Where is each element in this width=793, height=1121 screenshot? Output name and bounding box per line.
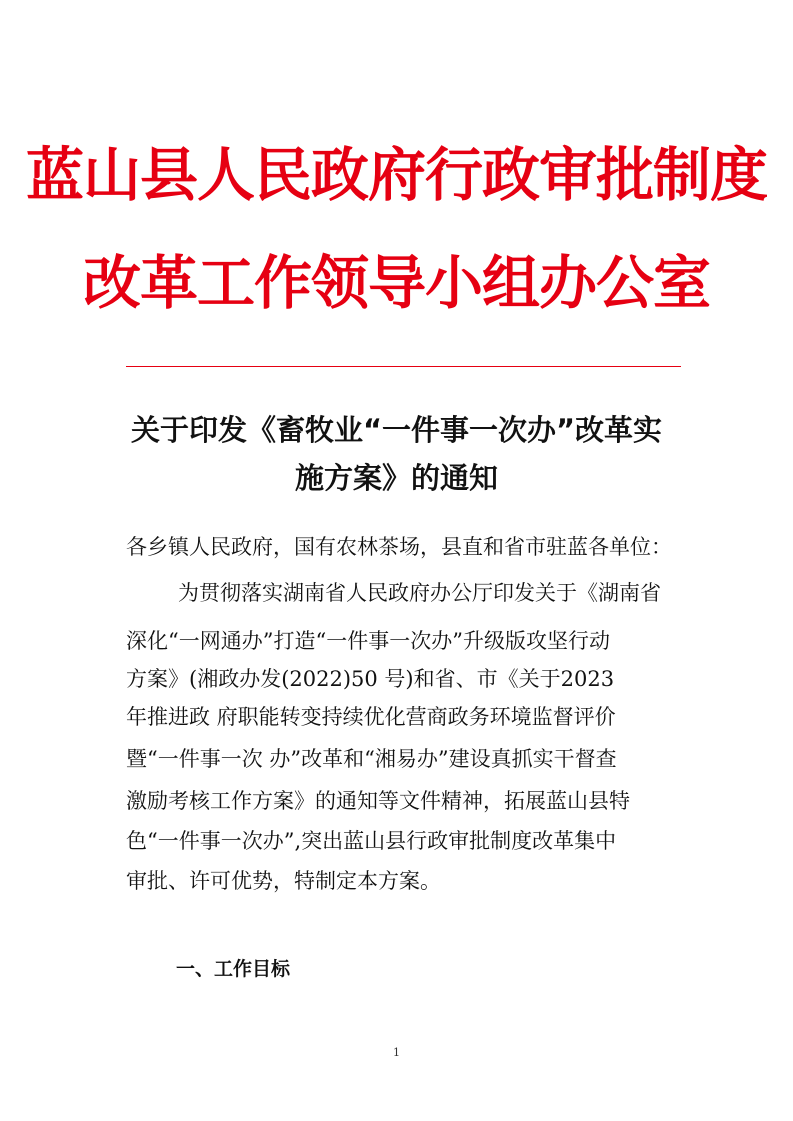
body-line-7: 色“一件事一次办”,突出蓝山县行政审批制度改革集中	[126, 829, 617, 853]
body-line-8: 审批、许可优势，特制定本方案。	[126, 869, 441, 893]
page-number: 1	[393, 1046, 400, 1059]
section-heading-work-goals: 一、工作目标	[176, 958, 291, 980]
body-line-3: 方案》(湘政办发(2022)50 号)和省、市《关于2023	[126, 667, 615, 691]
salutation: 各乡镇人民政府，国有农林茶场，县直和省市驻蓝各单位：	[126, 535, 672, 559]
body-line-4: 年推进政 府职能转变持续优化营商政务环境监督评价	[126, 705, 616, 729]
masthead-line-2: 改革工作领导小组办公室	[82, 249, 710, 317]
document-title-line-1: 关于印发《畜牧业“一件事一次办”改革实	[130, 413, 663, 447]
body-line-5: 暨“一件事一次 办”改革和“湘易办”建设真抓实干督查	[126, 747, 617, 771]
body-line-2: 深化“一网通办”打造“一件事一次办”升级版攻坚行动	[126, 629, 610, 653]
masthead-line-1: 蓝山县人民政府行政审批制度	[25, 141, 767, 209]
document-title-line-2: 施方案》的通知	[294, 461, 498, 495]
body-line-6: 激励考核工作方案》的通知等文件精神，拓展蓝山县特	[126, 789, 630, 813]
red-divider	[126, 366, 681, 367]
body-line-1: 为贯彻落实湖南省人民政府办公厅印发关于《湖南省	[178, 581, 661, 605]
